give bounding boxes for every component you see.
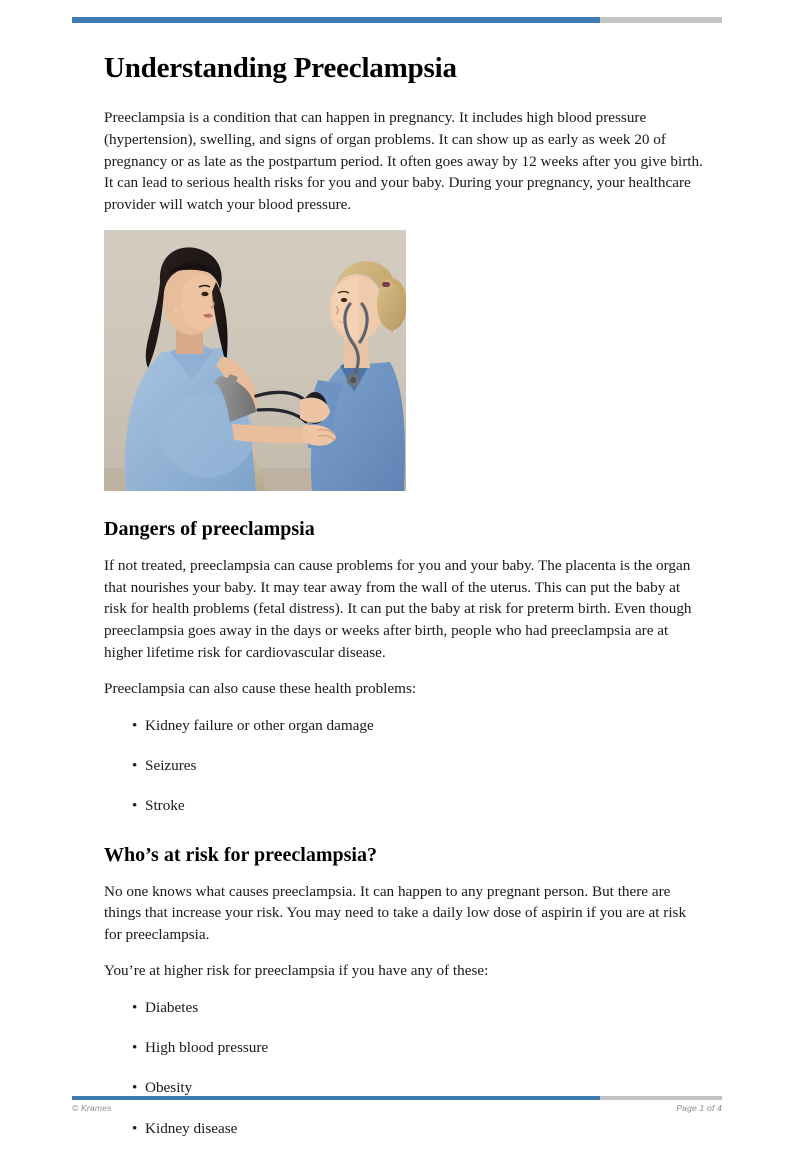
bullet-icon: • xyxy=(132,797,138,815)
section-heading-risk: Who’s at risk for preeclampsia? xyxy=(104,843,377,866)
header-rule-blue-segment xyxy=(72,17,600,23)
footer-rule xyxy=(72,1096,722,1100)
list-item xyxy=(104,1037,704,1058)
document-content xyxy=(104,52,704,1158)
list-item-label: Diabetes xyxy=(145,998,199,1016)
list-item-label: Obesity xyxy=(145,1079,193,1097)
list-item-label: High blood pressure xyxy=(145,1039,269,1057)
list-item-label: Stroke xyxy=(145,797,185,815)
page-title: Understanding Preeclampsia xyxy=(104,52,457,84)
list-item xyxy=(104,997,704,1018)
header-rule-gray-segment xyxy=(600,17,722,23)
section-heading-dangers: Dangers of preeclampsia xyxy=(104,518,315,541)
dangers-bullet-list xyxy=(104,715,704,817)
bullet-icon: • xyxy=(132,998,138,1016)
dangers-paragraph-2: Preeclampsia can also cause these health problems: xyxy=(104,680,417,698)
footer-copyright: © Krames xyxy=(72,1103,112,1113)
footer-page-number: Page 1 of 4 xyxy=(676,1103,722,1113)
bullet-icon: • xyxy=(132,716,138,734)
header-rule xyxy=(72,17,722,23)
bullet-icon: • xyxy=(132,1039,138,1057)
list-item-label: Kidney disease xyxy=(145,1119,238,1137)
list-item xyxy=(104,795,704,816)
bullet-icon: • xyxy=(132,1079,138,1097)
photo-canvas xyxy=(104,230,406,491)
list-item xyxy=(104,715,704,736)
list-item-label: Seizures xyxy=(145,756,197,774)
photo-illustration xyxy=(104,230,406,491)
intro-paragraph: Preeclampsia is a condition that can happen in pregnancy. It includes high blood pressure (hypertension), swelling, and signs of organ problems. It can show up as early as week 20 of pregnancy or as late as the postpartum period. It often goes away by 12 weeks after you give birth. It can lead to serious health risks for you and your baby. During your pregnancy, your healthcare provider will watch your blood pressure. xyxy=(104,109,703,213)
risk-bullet-list xyxy=(104,997,704,1139)
footer-rule-blue-segment xyxy=(72,1096,600,1100)
footer-rule-gray-segment xyxy=(600,1096,722,1100)
list-item xyxy=(104,1118,704,1139)
risk-paragraph-2: You’re at higher risk for preeclampsia if you have any of these: xyxy=(104,962,489,980)
dangers-paragraph-1: If not treated, preeclampsia can cause problems for you and your baby. The placenta is the organ that nourishes your baby. It may tear away from the wall of the uterus. This can put the baby at risk for health problems (fetal distress). It can put the baby at risk for preterm birth. Even though preeclampsia goes away in the days or weeks after birth, people who had preeclampsia are at higher lifetime risk for cardiovascular disease. xyxy=(104,557,692,661)
bullet-icon: • xyxy=(132,756,138,774)
blood-pressure-photo xyxy=(104,230,406,491)
risk-paragraph-1: No one knows what causes preeclampsia. It can happen to any pregnant person. But there are things that increase your risk. You may need to take a daily low dose of aspirin if you are at risk for preeclampsia. xyxy=(104,882,687,943)
list-item xyxy=(104,755,704,776)
list-item-label: Kidney failure or other organ damage xyxy=(145,716,374,734)
bullet-icon: • xyxy=(132,1119,138,1137)
